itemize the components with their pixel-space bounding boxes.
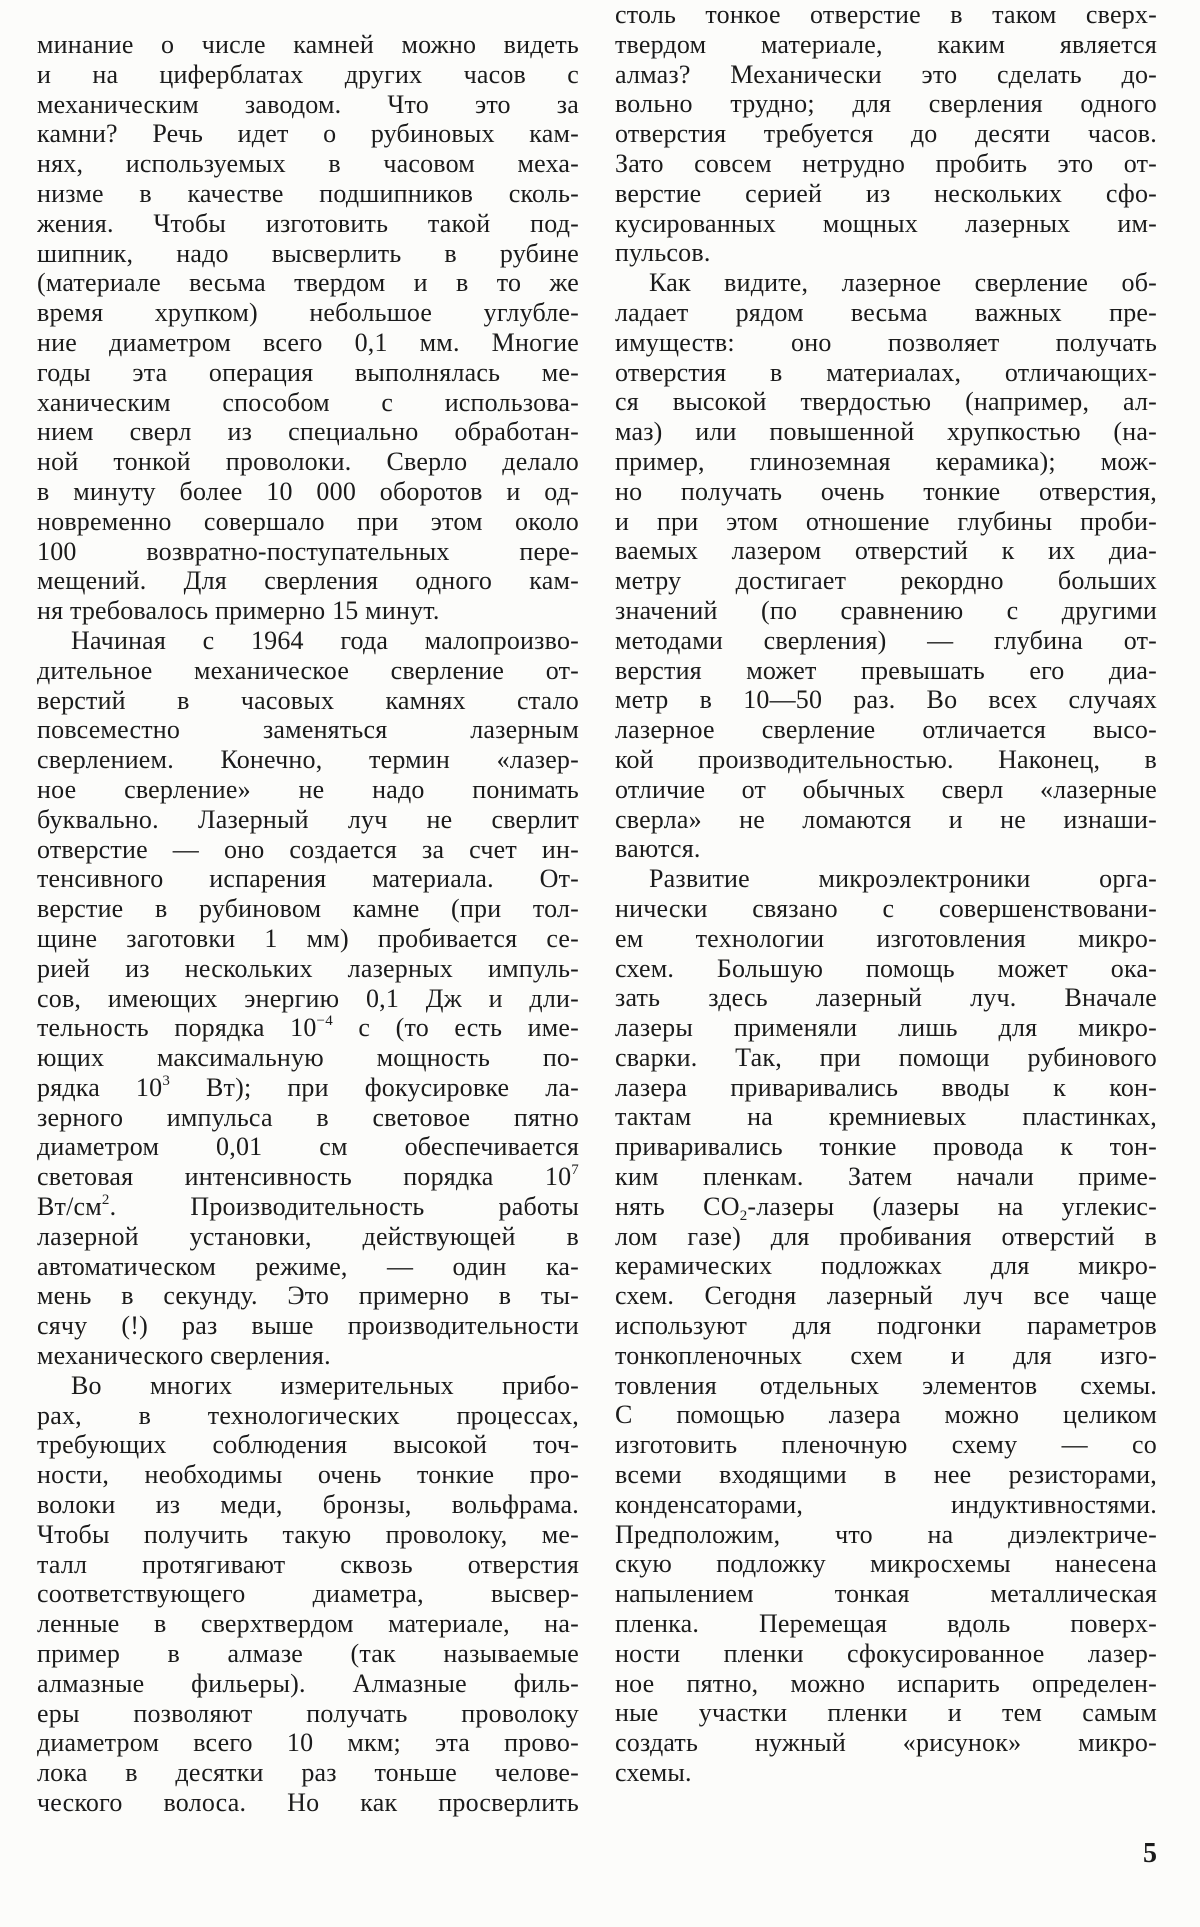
text-segment: приваривались тонкие провода к тон- [615, 1132, 1157, 1162]
text-line [615, 954, 1157, 984]
text-segment: зерного импульса в световое пятно [37, 1102, 579, 1132]
text-line [615, 775, 1157, 805]
text-segment: ладает рядом весьма важных пре- [615, 297, 1157, 327]
text-line [37, 1609, 579, 1639]
text-segment: ной тонкой проволоки. Сверло делало [37, 447, 579, 477]
text-line [37, 1669, 579, 1699]
text-line [37, 90, 579, 120]
text-line [37, 60, 579, 90]
text-segment: используют для подгонки параметров [615, 1311, 1157, 1341]
text-segment: схемы. [615, 1758, 692, 1788]
text-line [615, 179, 1157, 209]
text-segment: 100 возвратно-поступательных пере- [37, 536, 579, 566]
text-segment: сверлением. Конечно, термин «лазер- [37, 745, 579, 775]
superscript: −4 [316, 1013, 333, 1030]
text-line [37, 894, 579, 924]
text-segment: зать здесь лазерный луч. Вначале [615, 983, 1157, 1013]
text-segment: и при этом отношение глубины проби- [615, 506, 1157, 536]
text-line [615, 89, 1157, 119]
text-segment: с (то есть име- [332, 1013, 579, 1043]
text-segment: отверстия в материалах, отличающих- [615, 357, 1157, 387]
text-segment: вольно трудно; для сверления одного [615, 89, 1157, 119]
text-line [615, 1400, 1157, 1430]
text-segment: буквально. Лазерный луч не сверлит [37, 804, 579, 834]
text-line [615, 1073, 1157, 1103]
text-segment: всеми входящими в нее резисторами, [615, 1460, 1157, 1490]
text-segment: щине заготовки 1 мм) пробивается се- [37, 923, 579, 953]
text-line [37, 358, 579, 388]
text-line [37, 596, 579, 626]
text-line [615, 834, 1157, 864]
text-segment: сварки. Так, при помощи рубинового [615, 1042, 1157, 1072]
text-line [615, 536, 1157, 566]
text-line [37, 1073, 579, 1103]
text-line [37, 1311, 579, 1341]
superscript: 3 [162, 1072, 171, 1089]
text-line [37, 1520, 579, 1550]
text-segment: низме в качестве подшипников сколь- [37, 178, 579, 208]
text-segment: конденсаторами, индуктивностями. [615, 1489, 1157, 1519]
text-line [37, 626, 579, 656]
text-line [615, 238, 1157, 268]
text-line [615, 1728, 1157, 1758]
text-segment: тонкопленочных схем и для изго- [615, 1340, 1157, 1370]
paragraph [615, 268, 1157, 864]
text-line [615, 566, 1157, 596]
text-segment: пример, глиноземная керамика); мож- [615, 446, 1157, 476]
text-line [37, 1013, 579, 1043]
text-segment: отверстия требуется до десяти часов. [615, 119, 1157, 149]
text-line [37, 715, 579, 745]
text-segment: камни? Речь идет о рубиновых кам- [37, 119, 579, 149]
text-line [37, 1430, 579, 1460]
left-text-column [37, 30, 579, 1818]
text-line [37, 328, 579, 358]
text-segment: время хрупком) небольшое углубле- [37, 298, 579, 328]
text-line [37, 1103, 579, 1133]
text-segment: дительное механическое сверление от- [37, 655, 579, 685]
text-line [615, 1430, 1157, 1460]
text-segment: ким пленкам. Затем начали приме- [615, 1162, 1157, 1192]
text-segment: -лазеры (лазеры на углекис- [747, 1191, 1157, 1221]
text-segment: Развитие микроэлектроники орга- [649, 864, 1157, 894]
text-line [37, 1162, 579, 1192]
text-line [615, 0, 1157, 30]
text-segment: шипник, надо высверлить в рубине [37, 238, 579, 268]
text-segment: пульсов. [615, 238, 711, 268]
text-segment: метру достигает рекордно больших [615, 566, 1157, 596]
text-segment: кой производительностью. Наконец, в [615, 744, 1157, 774]
text-segment: товления отдельных элементов схемы. [615, 1370, 1157, 1400]
text-segment: ное сверление» не надо понимать [37, 774, 579, 804]
text-line [615, 894, 1157, 924]
superscript: 2 [101, 1192, 110, 1209]
text-line [615, 1341, 1157, 1371]
text-segment: Вт/см [37, 1192, 102, 1222]
text-line [37, 835, 579, 865]
text-segment: значений (по сравнению с другими [615, 595, 1157, 625]
text-line [615, 1132, 1157, 1162]
text-segment: (материале весьма твердом и в то же [37, 268, 579, 298]
text-line [615, 328, 1157, 358]
text-segment: тенсивного испарения материала. От- [37, 864, 579, 894]
text-segment: ности пленки сфокусированное лазер- [615, 1638, 1157, 1668]
text-line [615, 715, 1157, 745]
text-line [615, 805, 1157, 835]
text-segment: Как видите, лазерное сверление об- [649, 268, 1157, 298]
text-segment: ющих максимальную мощность по- [37, 1043, 579, 1073]
text-segment: отверстие — оно создается за счет ин- [37, 834, 579, 864]
text-segment: Вт); при фокусировке ла- [170, 1072, 579, 1102]
text-segment: верстий в часовых камнях стало [37, 685, 579, 715]
text-segment: керамических подложках для микро- [615, 1251, 1157, 1281]
text-line [37, 268, 579, 298]
text-line [37, 149, 579, 179]
text-line [37, 30, 579, 60]
text-segment: ние диаметром всего 0,1 мм. Многие [37, 327, 579, 357]
text-segment: в минуту более 10 000 оборотов и од- [37, 476, 579, 506]
text-line [615, 387, 1157, 417]
paragraph [37, 30, 579, 626]
text-segment: ем технологии изготовления микро- [615, 923, 1157, 953]
text-line [37, 298, 579, 328]
text-segment: механическим заводом. Что это за [37, 89, 579, 119]
text-line [37, 1579, 579, 1609]
text-segment: лазерной установки, действующей в [37, 1221, 579, 1251]
text-segment: повсеместно заменяться лазерным [37, 715, 579, 745]
text-segment: маз) или повышенной хрупкостью (на- [615, 417, 1157, 447]
text-segment: лазерное сверление отличается высо- [615, 715, 1157, 745]
text-segment: создать нужный «рисунок» микро- [615, 1728, 1157, 1758]
text-segment: рах, в технологических процессах, [37, 1400, 579, 1430]
text-segment: верстие в рубиновом камне (при тол- [37, 894, 579, 924]
text-segment: пленка. Перемещая вдоль поверх- [615, 1609, 1157, 1639]
text-segment: диаметром всего 10 мкм; эта прово- [37, 1728, 579, 1758]
text-line [37, 537, 579, 567]
text-line [615, 1758, 1157, 1788]
text-line [615, 1222, 1157, 1252]
text-segment: еры позволяют получать проволоку [37, 1698, 579, 1728]
text-line [615, 119, 1157, 149]
text-segment: новременно совершало при этом около [37, 506, 579, 536]
text-segment: сверла» не ломаются и не изнаши- [615, 804, 1157, 834]
superscript: 7 [571, 1162, 579, 1179]
text-line [615, 1281, 1157, 1311]
text-line [37, 1639, 579, 1669]
text-segment: алмаз? Механически это сделать до- [615, 59, 1157, 89]
text-line [37, 179, 579, 209]
text-line [615, 1520, 1157, 1550]
text-segment: автоматическом режиме, — один ка- [37, 1251, 579, 1281]
text-segment: нях, используемых в часовом меха- [37, 149, 579, 179]
text-line [37, 1788, 579, 1818]
text-line [37, 1222, 579, 1252]
text-line [37, 119, 579, 149]
text-segment: световая интенсивность порядка 10 [37, 1162, 572, 1192]
text-line [37, 864, 579, 894]
text-line [615, 298, 1157, 328]
text-line [615, 1102, 1157, 1132]
text-line [37, 745, 579, 775]
paragraph [615, 0, 1157, 268]
text-line [615, 1639, 1157, 1669]
paragraph [37, 1371, 579, 1818]
text-segment: диаметром 0,01 см обеспечивается [37, 1132, 579, 1162]
text-segment: ческого волоса. Но как просверлить [37, 1788, 579, 1818]
text-segment: ся высокой твердостью (например, ал- [615, 387, 1157, 417]
text-line [37, 1371, 579, 1401]
text-segment: волоки из меди, бронзы, вольфрама. [37, 1490, 579, 1520]
text-line [615, 1251, 1157, 1281]
text-line [615, 358, 1157, 388]
text-line [615, 30, 1157, 60]
text-line [615, 864, 1157, 894]
text-segment: сячу (!) раз выше производительности [37, 1311, 579, 1341]
text-line [615, 60, 1157, 90]
text-segment: Чтобы получить такую проволоку, ме- [37, 1519, 579, 1549]
text-segment: отличие от обычных сверл «лазерные [615, 774, 1157, 804]
text-line [615, 1162, 1157, 1192]
text-segment: минание о числе камней можно видеть [37, 30, 579, 59]
paragraph [615, 864, 1157, 1788]
text-line [37, 447, 579, 477]
text-line [37, 1043, 579, 1073]
text-line [615, 1192, 1157, 1222]
text-segment: метр в 10—50 раз. Во всех случаях [615, 685, 1157, 715]
text-line [615, 447, 1157, 477]
text-segment: нически связано с совершенствовани- [615, 893, 1157, 923]
text-segment: методами сверления) — глубина от- [615, 625, 1157, 655]
text-segment: схем. Сегодня лазерный луч все чаще [615, 1281, 1157, 1311]
text-segment: Во многих измерительных прибо- [71, 1370, 579, 1400]
text-line [37, 239, 579, 269]
text-line [37, 1699, 579, 1729]
text-line [37, 1401, 579, 1431]
paragraph [37, 626, 579, 1371]
text-line [615, 268, 1157, 298]
text-line [37, 1490, 579, 1520]
text-segment: пример в алмазе (так называемые [37, 1639, 579, 1669]
text-line [37, 805, 579, 835]
text-segment: Предположим, что на диэлектриче- [615, 1519, 1157, 1549]
text-segment: имуществ: оно позволяет получать [615, 327, 1157, 357]
text-segment: верстия может превышать его диа- [615, 655, 1157, 685]
text-line [37, 1728, 579, 1758]
text-line [615, 685, 1157, 715]
text-line [37, 954, 579, 984]
text-segment: ня требовалось примерно 15 минут. [37, 596, 440, 626]
text-segment: лазеры применяли лишь для микро- [615, 1013, 1157, 1043]
text-segment: талл протягивают сквозь отверстия [37, 1549, 579, 1579]
text-segment: жения. Чтобы изготовить такой под- [37, 208, 579, 238]
text-line [615, 1371, 1157, 1401]
text-line [615, 596, 1157, 626]
text-segment: скую подложку микросхемы нанесена [615, 1549, 1157, 1579]
text-line [37, 1460, 579, 1490]
text-line [37, 209, 579, 239]
text-line [615, 1460, 1157, 1490]
text-line [615, 209, 1157, 239]
text-line [37, 1252, 579, 1282]
text-line [37, 924, 579, 954]
text-segment: требующих соблюдения высокой точ- [37, 1430, 579, 1460]
text-segment: кусированных мощных лазерных им- [615, 208, 1157, 238]
text-segment: . Производительность работы [109, 1192, 579, 1222]
text-line [37, 1758, 579, 1788]
text-segment: ханическим способом с использова- [37, 387, 579, 417]
text-segment: твердом материале, каким является [615, 29, 1157, 59]
text-segment: ваемых лазером отверстий к их диа- [615, 536, 1157, 566]
text-segment: Зато совсем нетрудно пробить это от- [615, 148, 1157, 178]
text-line [37, 775, 579, 805]
text-segment: рией из нескольких лазерных импуль- [37, 953, 579, 983]
text-line [615, 1549, 1157, 1579]
text-segment: нять CO [615, 1191, 740, 1221]
text-segment: столь тонкое отверстие в таком сверх- [615, 0, 1157, 29]
page-number: 5 [1143, 1838, 1157, 1869]
text-line [615, 507, 1157, 537]
text-segment: напылением тонкая металлическая [615, 1579, 1157, 1609]
text-line [615, 1043, 1157, 1073]
text-segment: тельность порядка 10 [37, 1013, 317, 1043]
text-segment: изготовить пленочную схему — со [615, 1430, 1157, 1460]
text-segment: рядка 10 [37, 1072, 163, 1102]
text-line [37, 984, 579, 1014]
text-segment: но получать очень тонкие отверстия, [615, 476, 1157, 506]
text-segment: ное пятно, можно испарить определен- [615, 1668, 1157, 1698]
text-line [615, 149, 1157, 179]
text-line [37, 417, 579, 447]
text-segment: соответствующего диаметра, высвер- [37, 1579, 579, 1609]
text-line [37, 1341, 579, 1371]
text-segment: ленные в сверхтвердом материале, на- [37, 1609, 579, 1639]
text-segment: Начиная с 1964 года малопроизво- [71, 625, 579, 655]
text-segment: нием сверл из специально обработан- [37, 417, 579, 447]
text-line [37, 1281, 579, 1311]
text-line [615, 1669, 1157, 1699]
subscript: 2 [739, 1207, 748, 1222]
text-line [615, 1698, 1157, 1728]
text-segment: механического сверления. [37, 1341, 331, 1371]
text-line [37, 1192, 579, 1222]
text-line [615, 1013, 1157, 1043]
text-line [615, 924, 1157, 954]
text-segment: лазера приваривались вводы к кон- [615, 1072, 1157, 1102]
text-segment: лока в десятки раз тоньше челове- [37, 1758, 579, 1788]
text-line [615, 477, 1157, 507]
text-segment: верстие серией из нескольких сфо- [615, 178, 1157, 208]
text-segment: и на циферблатах других часов с [37, 59, 579, 89]
right-text-column [615, 0, 1157, 1788]
text-line [615, 626, 1157, 656]
text-line [37, 656, 579, 686]
text-segment: мещений. Для сверления одного кам- [37, 566, 579, 596]
text-segment: С помощью лазера можно целиком [615, 1400, 1157, 1430]
text-segment: лом газе) для пробивания отверстий в [615, 1221, 1157, 1251]
text-line [615, 656, 1157, 686]
text-segment: ваются. [615, 834, 701, 864]
text-line [615, 417, 1157, 447]
text-segment: алмазные фильеры). Алмазные филь- [37, 1668, 579, 1698]
text-line [37, 388, 579, 418]
text-line [37, 566, 579, 596]
text-segment: ности, необходимы очень тонкие про- [37, 1460, 579, 1490]
text-segment: мень в секунду. Это примерно в ты- [37, 1281, 579, 1311]
text-line [615, 1579, 1157, 1609]
text-segment: ные участки пленки и тем самым [615, 1698, 1157, 1728]
text-line [37, 477, 579, 507]
text-segment: схем. Большую помощь может ока- [615, 953, 1157, 983]
text-line [37, 686, 579, 716]
text-line [615, 983, 1157, 1013]
text-line [37, 1550, 579, 1580]
text-line [615, 1609, 1157, 1639]
text-line [615, 745, 1157, 775]
text-line [37, 1132, 579, 1162]
text-segment: сов, имеющих энергию 0,1 Дж и дли- [37, 983, 579, 1013]
text-line [615, 1311, 1157, 1341]
text-line [615, 1490, 1157, 1520]
text-segment: годы эта операция выполнялась ме- [37, 357, 579, 387]
text-line [37, 507, 579, 537]
text-segment: тактам на кремниевых пластинках, [615, 1102, 1157, 1132]
